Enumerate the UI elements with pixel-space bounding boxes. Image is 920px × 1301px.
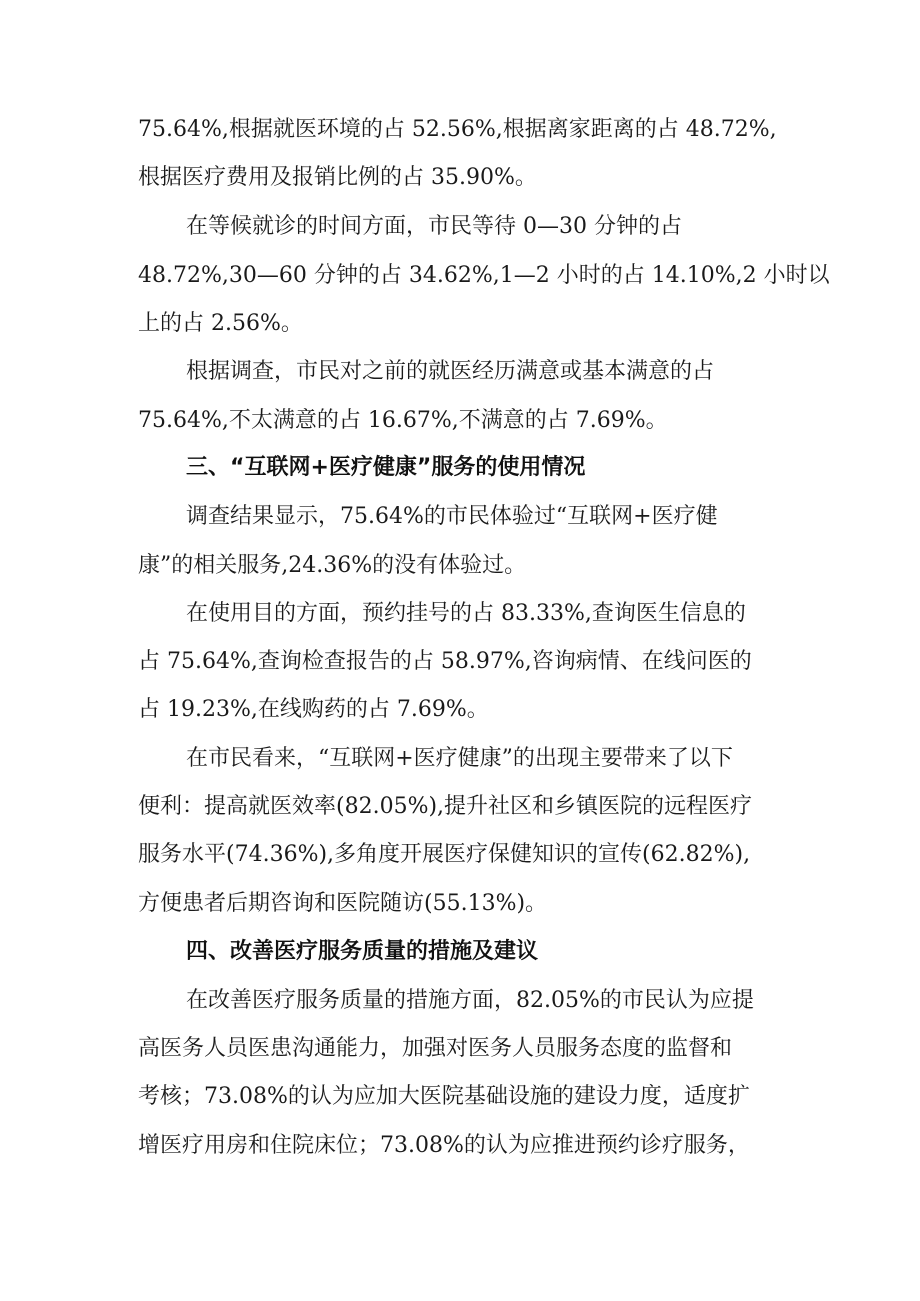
paragraph-line: 在等候就诊的时间方面，市民等待 0—30 分钟的占 bbox=[186, 214, 682, 239]
paragraph-line: 方便患者后期咨询和医院随访(55.13%)。 bbox=[138, 891, 548, 916]
paragraph-line: 75.64%,根据就医环境的占 52.56%,根据离家距离的占 48.72%, bbox=[138, 117, 777, 142]
paragraph-line: 高医务人员医患沟通能力，加强对医务人员服务态度的监督和 bbox=[138, 1036, 733, 1061]
paragraph-line: 48.72%,30—60 分钟的占 34.62%,1—2 小时的占 14.10%,2 小时以 bbox=[138, 263, 830, 288]
paragraph-line: 康”的相关服务,24.36%的没有体验过。 bbox=[138, 553, 527, 578]
paragraph-line: 在改善医疗服务质量的措施方面，82.05%的市民认为应提 bbox=[186, 988, 754, 1013]
section-heading: 四、改善医疗服务质量的措施及建议 bbox=[186, 939, 539, 964]
paragraph-line: 占 75.64%,查询检查报告的占 58.97%,咨询病情、在线问医的 bbox=[138, 649, 752, 674]
paragraph-line: 占 19.23%,在线购药的占 7.69%。 bbox=[138, 697, 489, 722]
paragraph-line: 根据医疗费用及报销比例的占 35.90%。 bbox=[138, 165, 537, 190]
paragraph-line: 调查结果显示，75.64%的市民体验过“互联网+医疗健 bbox=[186, 504, 718, 529]
paragraph-line: 便利：提高就医效率(82.05%),提升社区和乡镇医院的远程医疗 bbox=[138, 794, 753, 819]
paragraph-line: 服务水平(74.36%),多角度开展医疗保健知识的宣传(62.82%), bbox=[138, 842, 751, 867]
paragraph-line: 增医疗用房和住院床位；73.08%的认为应推进预约诊疗服务， bbox=[138, 1133, 750, 1158]
paragraph-line: 75.64%,不太满意的占 16.67%,不满意的占 7.69%。 bbox=[138, 408, 668, 433]
paragraph-line: 在使用目的方面，预约挂号的占 83.33%,查询医生信息的 bbox=[186, 601, 746, 626]
paragraph-line: 上的占 2.56%。 bbox=[138, 311, 303, 336]
paragraph-line: 在市民看来，“互联网+医疗健康”的出现主要带来了以下 bbox=[186, 746, 733, 771]
paragraph-line: 考核；73.08%的认为应加大医院基础设施的建设力度，适度扩 bbox=[138, 1084, 750, 1109]
paragraph-line: 根据调查，市民对之前的就医经历满意或基本满意的占 bbox=[186, 359, 715, 384]
section-heading: 三、“互联网+医疗健康”服务的使用情况 bbox=[186, 455, 586, 480]
